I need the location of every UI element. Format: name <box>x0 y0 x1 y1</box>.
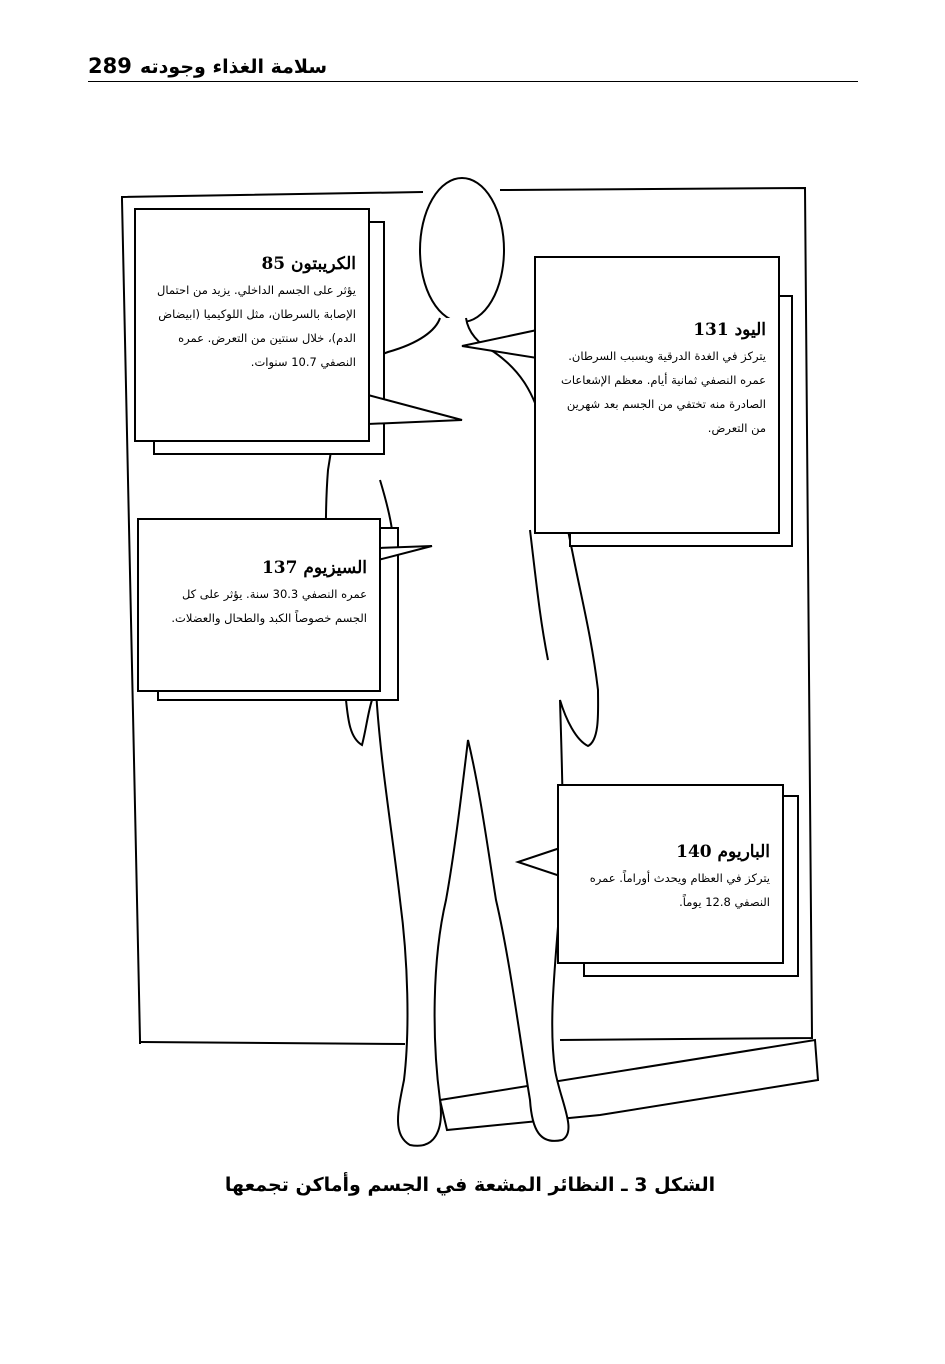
barium-heading: الباريوم 140 <box>676 842 770 862</box>
floor-slab <box>440 1040 818 1130</box>
head-shape <box>420 178 504 322</box>
cesium-heading: السيزيوم 137 <box>261 558 367 578</box>
barium-text: يتركز في العظام ويحدث أوراماً. عمره النصفي 12.8 يوماً. <box>589 871 770 909</box>
krypton-text: يؤثر على الجسم الداخلي. يزيد من احتمال الإصابة بالسرطان، مثل اللوكيميا (ابيضاض الدم)، خلال سنتين من التعرض. عمره النصفي 10.7 سنوات. <box>157 283 356 369</box>
krypton-heading: الكريبتون 85 <box>261 254 356 274</box>
iodine-heading: اليود 131 <box>693 320 766 340</box>
cesium-text: عمره النصفي 30.3 سنة. يؤثر على كل الجسم خصوصاً الكبد والطحال والعضلات. <box>171 587 367 625</box>
cesium-callout <box>137 518 381 692</box>
figure-caption: الشكل 3 ـ النظائر المشعة في الجسم وأماكن تجمعها <box>224 1174 716 1196</box>
barium-callout <box>557 784 784 964</box>
krypton-callout <box>134 208 370 442</box>
iodine-callout <box>534 256 780 534</box>
running-title: سلامة الغذاء وجودته <box>140 56 328 78</box>
iodine-text: يتركز في الغدة الدرقية ويسبب السرطان. عمره النصفي ثمانية أيام. معظم الإشعاعات الصادرة منه تختفي من الجسم بعد شهرين من التعرض. <box>561 349 766 435</box>
page-number: 289 <box>88 54 132 78</box>
